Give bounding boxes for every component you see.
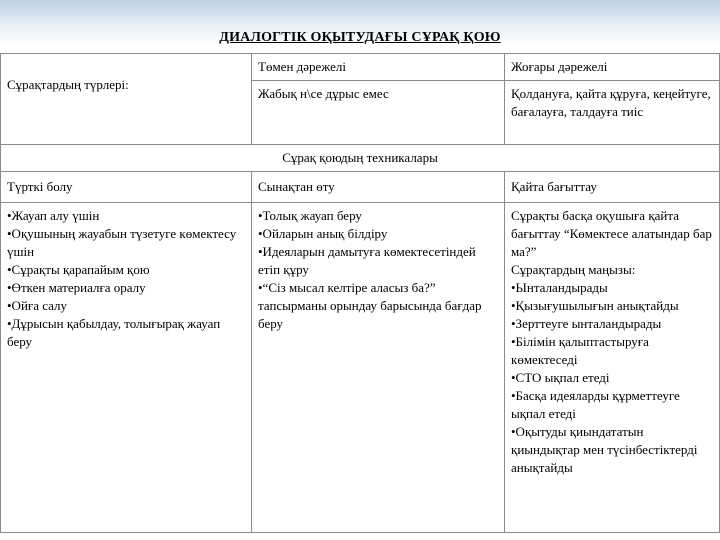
list-item: •СТО ықпал етеді [511,370,610,385]
prompting-list [1,203,252,533]
table-row [1,203,720,533]
list-item: •“Сіз мысал келтіре алаcыз ба?” тапсырманы орындау барысында бағдар беру [258,280,482,331]
table-row [1,54,720,81]
list-item: •Білімін қалыптастыруға көмектеседі [511,334,649,367]
list-item: •Жауап алу үшін [7,208,100,223]
list-item: •Ойларын анық білдіру [258,226,388,241]
table-row [1,172,720,203]
low-level-description: Жабық н\се дұрыс емес [252,81,505,145]
list-item: •Оқушының жауабын түзетуге көмектесу үшін [7,226,237,259]
list-item: •Қызығушылығын анықтайды [511,298,679,313]
techniques-heading: Сұрақ қоюдың техникалары [1,145,720,172]
list-item: •Оқытуды қиындататын қиындықтар мен түсінбестіктерді анықтайды [511,424,698,475]
list-item: •Дұрысын қабылдау, толығырақ жауап беру [7,316,221,349]
list-item: •Зерттеуге ынталандырады [511,316,662,331]
column-header-prompting: Түрткі болу [1,172,252,203]
page-title: ДИАЛОГТІК ОҚЫТУДАҒЫ СҰРАҚ ҚОЮ [219,30,501,45]
high-level-header: Жоғары дәрежелі [505,54,720,81]
list-item: Сұрақты басқа оқушыға қайта бағыттау “Көмектесе алатындар бар ма?” [511,208,712,259]
low-level-header: Төмен дәрежелі [252,54,505,81]
questioning-table [0,53,720,533]
column-header-probing: Сынақтан өту [252,172,505,203]
question-types-label: Сұрақтардың түрлері: [1,54,252,145]
list-item: •Ойға салу [7,298,68,313]
table-row [1,145,720,172]
list-item: •Сұрақты қарапайым қою [7,262,150,277]
redirecting-list [505,203,720,533]
list-item: •Өткен материалға оралу [7,280,146,295]
list-item: •Толық жауап беру [258,208,362,223]
probing-list [252,203,505,533]
list-item: •Идеяларын дамытуға көмектесетіндей етіп құру [258,244,476,277]
list-item: Сұрақтардың маңызы: [511,262,636,277]
high-level-description: Қолдануға, қайта құруға, кеңейтуге, бағалауға, талдауға тиіс [505,81,720,145]
column-header-redirecting: Қайта бағыттау [505,172,720,203]
list-item: •Ынталандырады [511,280,608,295]
list-item: •Басқа идеяларды құрметтеуге ықпал етеді [511,388,680,421]
